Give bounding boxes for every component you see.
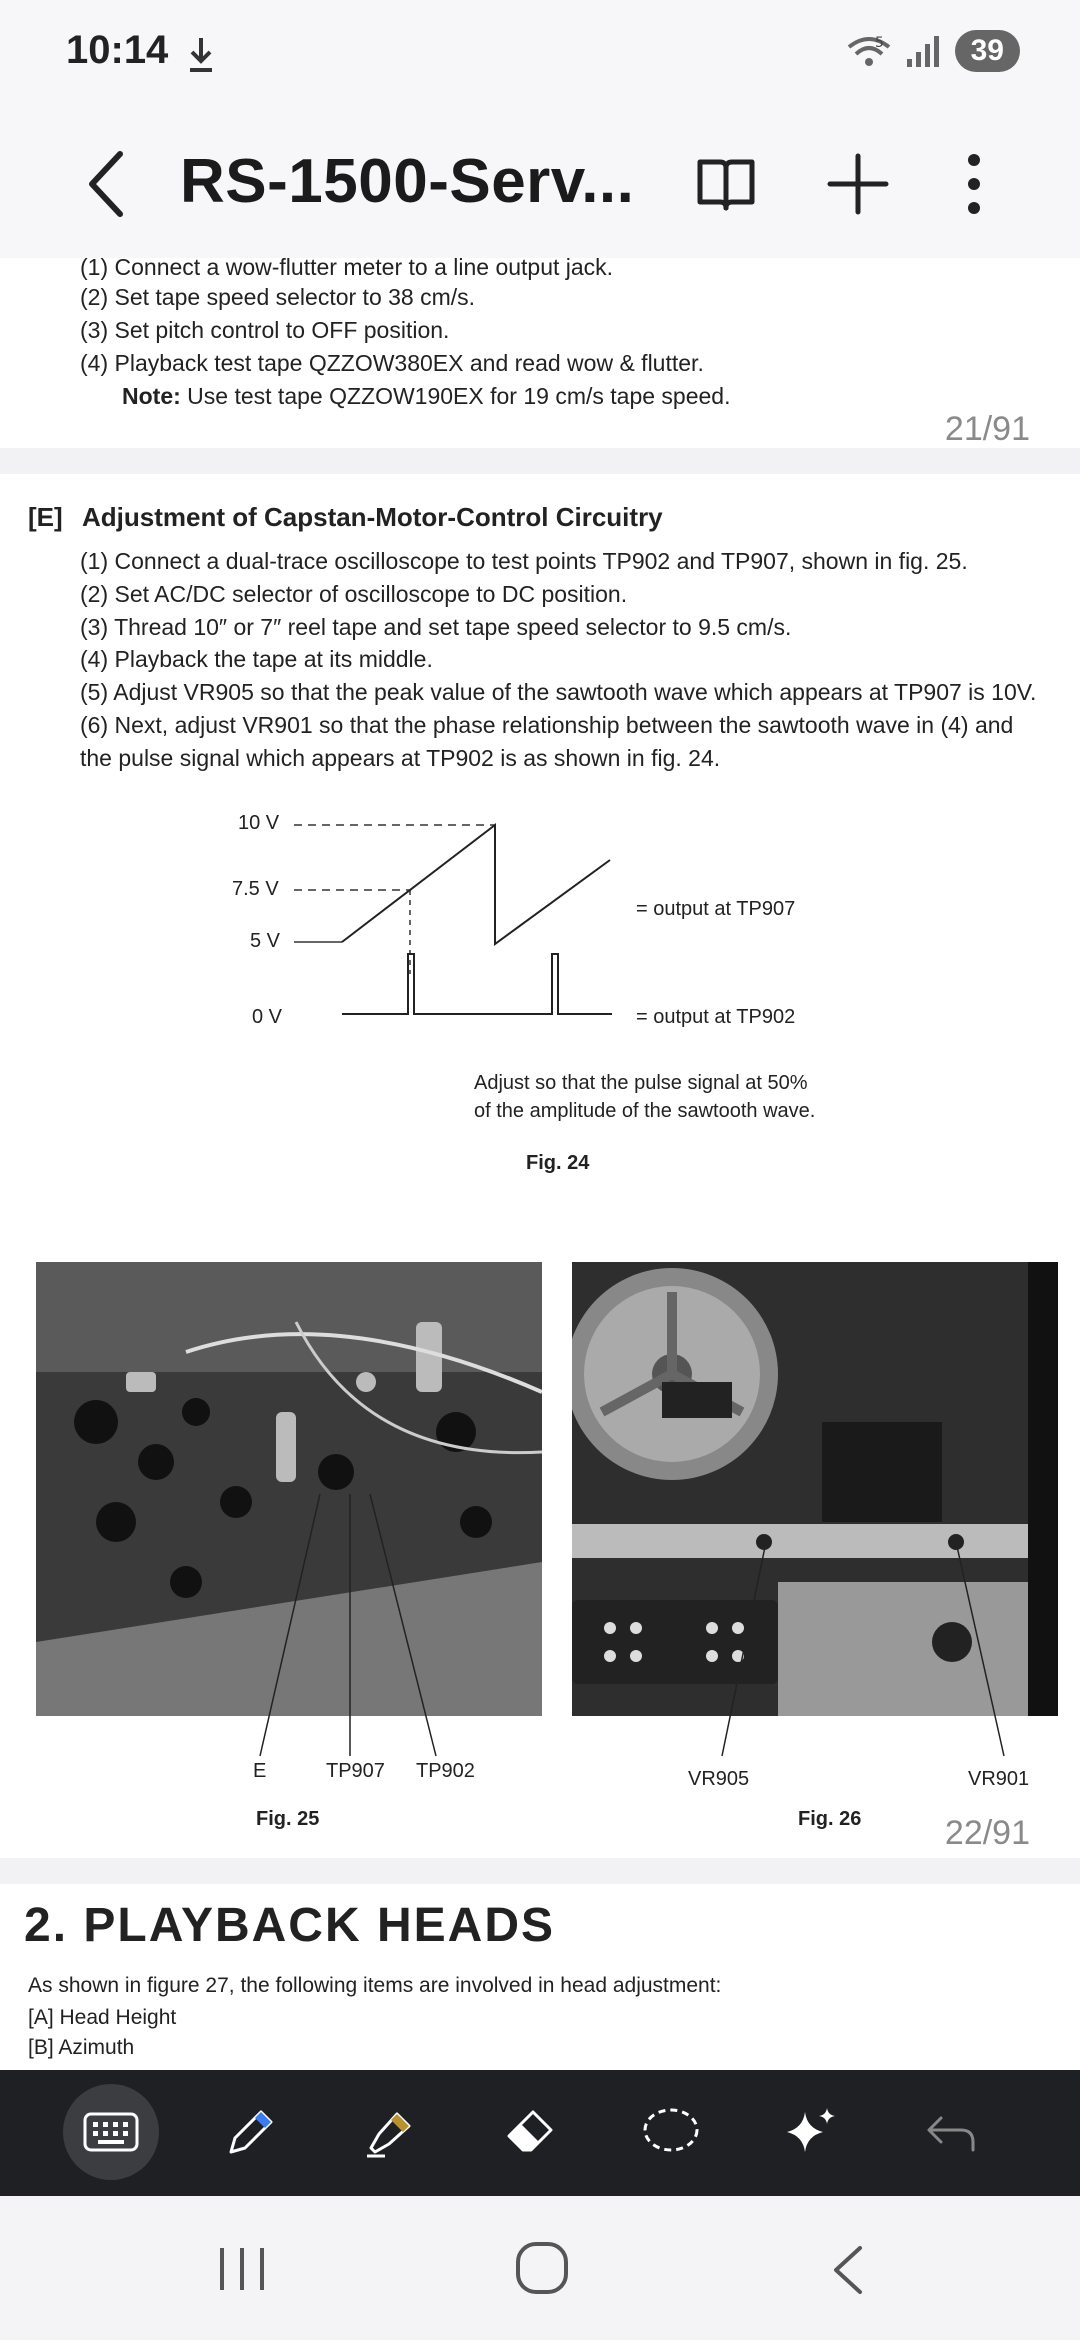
eraser-icon: [501, 2102, 561, 2162]
eraser-tool[interactable]: [486, 2092, 576, 2172]
fig25-caption: Fig. 25: [256, 1808, 320, 1830]
recents-button[interactable]: [214, 2244, 270, 2294]
app-bar: [0, 110, 1080, 259]
annotation-toolbar: [0, 2070, 1080, 2196]
diagram-note-1: Adjust so that the pulse signal at 50%: [474, 1072, 808, 1094]
page-number-22: 22/91: [944, 1814, 1030, 1852]
fig24-caption: Fig. 24: [526, 1152, 590, 1174]
highlighter-tool[interactable]: [346, 2092, 436, 2172]
step-4: (4) Playback the tape at its middle.: [80, 646, 433, 672]
undo-icon: [921, 2102, 981, 2162]
section-id: [E]: [28, 502, 63, 532]
pen-tool[interactable]: [206, 2092, 296, 2172]
step-6-cont: the pulse signal which appears at TP902 is as shown in fig. 24.: [80, 745, 721, 771]
highlighter-icon: [361, 2102, 421, 2162]
status-bar: [0, 0, 1080, 110]
step-2: (2) Set AC/DC selector of oscilloscope to DC position.: [80, 581, 628, 607]
wifi-network-badge: 5: [874, 35, 884, 51]
download-icon: [186, 34, 216, 74]
output-tp902-label: = output at TP902: [636, 1006, 796, 1028]
page21-note: [122, 383, 730, 410]
keyboard-tool[interactable]: [63, 2084, 159, 2180]
status-time: 10:14: [66, 28, 169, 72]
pdf-page-22[interactable]: [0, 474, 1080, 1858]
fig26-caption: Fig. 26: [798, 1808, 862, 1830]
item-head-height: [A] Head Height: [28, 2006, 177, 2029]
undo-tool[interactable]: [906, 2092, 996, 2172]
more-options-button[interactable]: [940, 150, 1008, 218]
fig26-label-vr901: VR901: [968, 1768, 1030, 1790]
home-button[interactable]: [514, 2240, 570, 2296]
sawtooth-wave: [342, 825, 610, 944]
note-label: Note:: [122, 383, 181, 409]
wifi-icon: [847, 33, 891, 69]
sparkle-icon: [781, 2102, 841, 2162]
waveform-diagram: [290, 814, 630, 1044]
back-button[interactable]: [80, 144, 140, 224]
step-3: (3) Thread 10″ or 7″ reel tape and set tape speed selector to 9.5 cm/s.: [80, 614, 792, 640]
pulse-wave: [342, 954, 612, 1014]
page21-line-2: (2) Set tape speed selector to 38 cm/s.: [80, 284, 476, 310]
document-title: RS-1500-Serv...: [180, 147, 635, 216]
fig25-label-tp907: TP907: [326, 1760, 385, 1782]
section-title: Adjustment of Capstan-Motor-Control Circuitry: [82, 502, 663, 532]
step-5: (5) Adjust VR905 so that the peak value of the sawtooth wave which appears at TP907 is 10V.: [80, 679, 1037, 705]
pdf-page-23[interactable]: [0, 1884, 1080, 2070]
y-label-5v: 5 V: [250, 930, 281, 952]
item-azimuth: [B] Azimuth: [28, 2036, 135, 2059]
fig26-leader-lines: [700, 1534, 1040, 1764]
ai-tool[interactable]: [766, 2092, 856, 2172]
page-number-21: 21/91: [944, 410, 1030, 448]
page21-line-1: (1) Connect a wow-flutter meter to a line output jack.: [80, 258, 614, 280]
pdf-page-21[interactable]: [0, 258, 1080, 448]
nav-back-button[interactable]: [826, 2242, 870, 2298]
intro-text: As shown in figure 27, the following items are involved in head adjustment:: [28, 1974, 722, 1997]
fig25-label-e: E: [253, 1760, 267, 1782]
page21-line-3: (3) Set pitch control to OFF position.: [80, 317, 450, 343]
step-6: (6) Next, adjust VR901 so that the phase relationship between the sawtooth wave in (4) and: [80, 712, 1014, 738]
battery-level: 39: [955, 30, 1020, 72]
fig25-leader-lines: [240, 1484, 460, 1784]
reading-mode-button[interactable]: [692, 150, 760, 218]
lasso-icon: [639, 2102, 703, 2162]
section-heading: 2. PLAYBACK HEADS: [24, 1899, 555, 1952]
lasso-tool[interactable]: [626, 2092, 716, 2172]
fig25-label-tp902: TP902: [416, 1760, 475, 1782]
keyboard-icon: [83, 2112, 139, 2152]
page21-line-4: (4) Playback test tape QZZOW380EX and read wow & flutter.: [80, 350, 704, 376]
diagram-note-2: of the amplitude of the sawtooth wave.: [474, 1100, 816, 1122]
system-nav-bar: [0, 2196, 1080, 2340]
pen-icon: [221, 2102, 281, 2162]
y-label-0v: 0 V: [252, 1006, 283, 1028]
note-text: Use test tape QZZOW190EX for 19 cm/s tape speed.: [187, 383, 731, 409]
y-label-10v: 10 V: [238, 812, 280, 834]
output-tp907-label: = output at TP907: [636, 898, 796, 920]
step-1: (1) Connect a dual-trace oscilloscope to test points TP902 and TP907, shown in fig. 25.: [80, 548, 968, 574]
add-button[interactable]: [824, 150, 892, 218]
y-label-7-5v: 7.5 V: [232, 878, 279, 900]
signal-icon: [905, 33, 941, 69]
fig26-label-vr905: VR905: [688, 1768, 750, 1790]
